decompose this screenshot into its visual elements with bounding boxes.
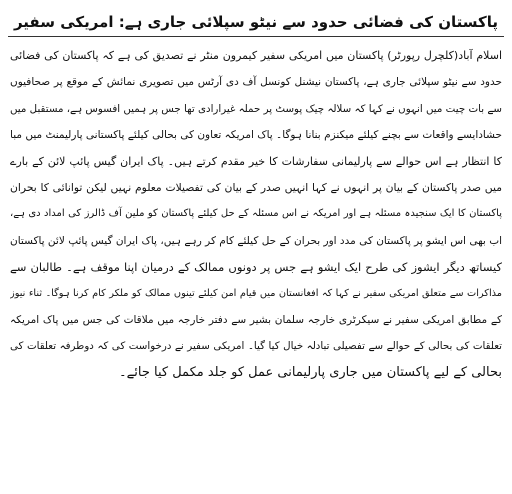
article-line: کا انتظار ہے اس حوالے سے پارلیمانی سفارشات کا خیر مقدم کرتے ہیں۔ پاک ایران گیس پائپ لائن کے بارے xyxy=(10,154,502,168)
article-line: تعلقات کی بحالی کے حوالے سے تفصیلی تبادلہ خیال کیا گیا۔ امریکی سفیر نے درخواست کی کہ دوطرفہ تعلقات کی xyxy=(10,340,502,353)
article-line: کیساتھ دیگر ایشوز کی طرح ایک ایشو ہے جس پر دونوں ممالک کے درمیان اپنا موقف ہے۔ طالبان سے xyxy=(10,260,502,275)
article-line: اسلام آباد(کلچرل رپورٹر) پاکستان میں امریکی سفیر کیمرون منٹر نے تصدیق کی ہے کہ پاکستان کی فضائی xyxy=(10,49,502,62)
news-clipping xyxy=(6,4,506,490)
article-body xyxy=(6,43,506,386)
headline: پاکستان کی فضائی حدود سے نیٹو سپلائی جاری ہے: امریکی سفیر xyxy=(8,10,504,37)
article-line: کے مطابق امریکی سفیر نے سیکرٹری خارجہ سلمان بشیر سے دفتر خارجہ میں ملاقات کی جس میں پاک امریکہ xyxy=(10,313,502,326)
article-line: حشادایسے واقعات سے بچنے کیلئے میکنزم بنانا ہوگا۔ پاک امریکہ تعاون کی بحالی کیلئے پاکستانی پارلیمنٹ میں مبا xyxy=(10,129,502,142)
article-line-last: بحالی کے لیے پاکستان میں جاری پارلیمانی عمل کو جلد مکمل کیا جائے۔ xyxy=(119,364,502,380)
article-line: میں صدر پاکستان کے بیان پر انہوں نے کہا انہیں صدر کے بیان کی تفصیلات معلوم نہیں لیکن توانائی کا بحران xyxy=(10,180,502,194)
article-line: مذاکرات سے متعلق امریکی سفیر نے کہا کہ افغانستان میں قیام امن کیلئے تینوں ممالک کو ملکر کام کرنا ہوگا۔ ثناء نیوز xyxy=(10,287,502,299)
article-line: حدود سے نیٹو سپلائی جاری ہے، پاکستان نیشنل کونسل آف دی آرٹس میں تصویری نمائش کے موقع پر صحافیوں xyxy=(10,76,502,89)
article-line: پاکستان کا ایک سنجیدہ مسئلہ ہے اور امریکہ نے اس مسئلہ کے حل کیلئے پاکستان کو ملین آف ڈالرز کی امداد دی ہے، xyxy=(10,208,502,220)
headline-container xyxy=(6,10,506,37)
article-line: سے بات چیت میں انہوں نے کہا کہ سلالہ چیک پوسٹ پر حملہ غیرارادی تھا جس پر ہمیں افسوس ہے، مستقبل میں xyxy=(10,102,502,115)
article-line: اب بھی اس ایشو پر پاکستان کی مدد اور بحران کے حل کیلئے کام کر رہے ہیں، پاک ایران گیس پائپ لائن پاکستان xyxy=(10,234,502,247)
